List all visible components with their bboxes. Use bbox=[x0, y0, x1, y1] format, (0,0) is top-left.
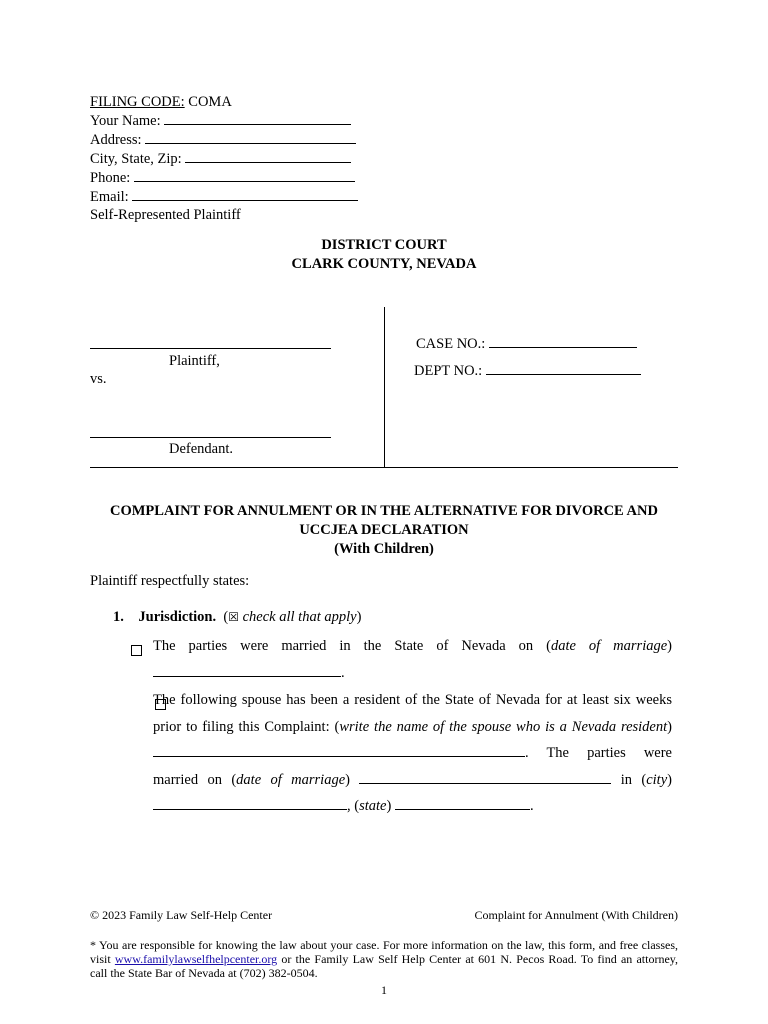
footer-doc-title: Complaint for Annulment (With Children) bbox=[474, 908, 678, 922]
footer-notice-text-a: * You are responsible for knowing the law about your case. For more information on the law, this form, and free classes, visit bbox=[90, 938, 678, 966]
section-1-note-close: ) bbox=[356, 609, 362, 625]
footer-notice bbox=[90, 938, 678, 980]
city-state-zip-field[interactable] bbox=[185, 149, 351, 163]
court-name: DISTRICT COURT bbox=[321, 237, 447, 253]
case-no-field[interactable] bbox=[489, 334, 637, 348]
footer-copyright: © 2023 Family Law Self-Help Center bbox=[90, 908, 273, 922]
marriage-state-field[interactable] bbox=[395, 796, 530, 810]
defendant-label: Defendant. bbox=[169, 441, 234, 457]
plaintiff-name-field[interactable] bbox=[90, 335, 331, 349]
court-county: CLARK COUNTY, NEVADA bbox=[291, 256, 477, 272]
defendant-name-field[interactable] bbox=[90, 424, 331, 438]
section-1-note-text: check all that apply bbox=[238, 609, 357, 625]
filing-code-row bbox=[90, 93, 358, 111]
court-heading bbox=[0, 236, 768, 274]
marriage-date-field[interactable] bbox=[359, 770, 611, 784]
vs-label: vs. bbox=[90, 371, 107, 387]
phone-field[interactable] bbox=[134, 168, 355, 182]
plaintiff-label: Plaintiff, bbox=[169, 353, 220, 369]
option-married-in-nevada: The parties were married in the State of Nevada on (date of marriage) . bbox=[153, 638, 672, 681]
opt1-text-c: ) bbox=[667, 638, 672, 654]
self-help-center-link[interactable]: www.familylawselfhelpcenter.org bbox=[114, 952, 278, 966]
footer-notice-text-b: or the Family Law Self Help Center at 601 N. Pecos Road. To find an attorney, call the State Bar of Nevada at (702) 382-0504. bbox=[90, 952, 679, 980]
opt2-text-c: ) bbox=[667, 718, 672, 735]
document-title bbox=[0, 502, 768, 559]
page-number: 1 bbox=[381, 983, 387, 997]
filing-code-value: COMA bbox=[184, 94, 232, 110]
intro-text: Plaintiff respectfully states: bbox=[90, 573, 250, 589]
email-row bbox=[90, 187, 358, 206]
address-row bbox=[90, 130, 358, 149]
email-field[interactable] bbox=[132, 187, 358, 201]
case-no-label: CASE NO.: bbox=[416, 336, 486, 352]
opt2-spouse-hint: write the name of the spouse who is a Nevada resident bbox=[339, 718, 668, 735]
case-no-row bbox=[416, 334, 637, 353]
opt2-city-hint: city bbox=[646, 771, 668, 788]
opt2-date-hint: date of marriage bbox=[236, 771, 346, 788]
opt2-text-j: , ( bbox=[347, 798, 360, 814]
opt2-text-g: in ( bbox=[611, 771, 647, 788]
checked-box-icon: ☒ bbox=[228, 610, 239, 624]
your-name-field[interactable] bbox=[164, 111, 351, 125]
resident-spouse-name-field[interactable] bbox=[153, 743, 525, 757]
your-name-label: Your Name: bbox=[90, 113, 161, 129]
section-1-title: Jurisdiction. bbox=[138, 609, 217, 625]
filing-code-label: FILING CODE: bbox=[90, 94, 185, 110]
opt1-text-a: The parties were married in the State of Nevada on ( bbox=[153, 638, 551, 654]
title-line-1: COMPLAINT FOR ANNULMENT OR IN THE ALTERNATIVE FOR DIVORCE AND bbox=[110, 503, 658, 519]
phone-row bbox=[90, 168, 358, 187]
section-1-number: 1. bbox=[113, 609, 124, 625]
date-of-marriage-field[interactable] bbox=[153, 663, 341, 677]
married-in-nevada-checkbox[interactable] bbox=[131, 645, 142, 656]
section-1-note-open: ( bbox=[223, 609, 229, 625]
dept-no-field[interactable] bbox=[486, 361, 641, 375]
filer-info-block bbox=[90, 93, 358, 224]
opt2-text-i: ) bbox=[667, 771, 672, 788]
dept-no-row bbox=[414, 361, 641, 380]
caption-divider-vertical bbox=[384, 307, 385, 467]
phone-label: Phone: bbox=[90, 170, 131, 186]
opt2-text-m: . bbox=[529, 798, 534, 814]
section-1-heading bbox=[113, 609, 361, 626]
caption-divider-horizontal bbox=[90, 467, 678, 468]
marriage-city-field[interactable] bbox=[153, 796, 347, 810]
opt1-date-hint: date of marriage bbox=[550, 638, 668, 654]
city-state-zip-label: City, State, Zip: bbox=[90, 151, 182, 167]
opt2-text-d: . The parties were married on ( bbox=[153, 745, 672, 788]
option-nevada-resident bbox=[153, 687, 672, 820]
dept-no-label: DEPT NO.: bbox=[414, 363, 483, 379]
opt2-text-a: The following spouse has been a resident of the State of Nevada for at least six weeks prior to filing this Complaint: ( bbox=[153, 692, 672, 735]
opt2-text-f: ) bbox=[345, 771, 360, 788]
opt2-text-l: ) bbox=[386, 798, 395, 814]
email-label: Email: bbox=[90, 189, 129, 205]
title-line-2: UCCJEA DECLARATION bbox=[299, 522, 469, 538]
city-state-zip-row bbox=[90, 149, 358, 168]
your-name-row bbox=[90, 111, 358, 130]
opt2-state-hint: state bbox=[359, 798, 387, 814]
address-field[interactable] bbox=[145, 130, 356, 144]
address-label: Address: bbox=[90, 132, 142, 148]
self-represented-label: Self-Represented Plaintiff bbox=[90, 207, 241, 223]
title-line-3: (With Children) bbox=[334, 541, 434, 557]
